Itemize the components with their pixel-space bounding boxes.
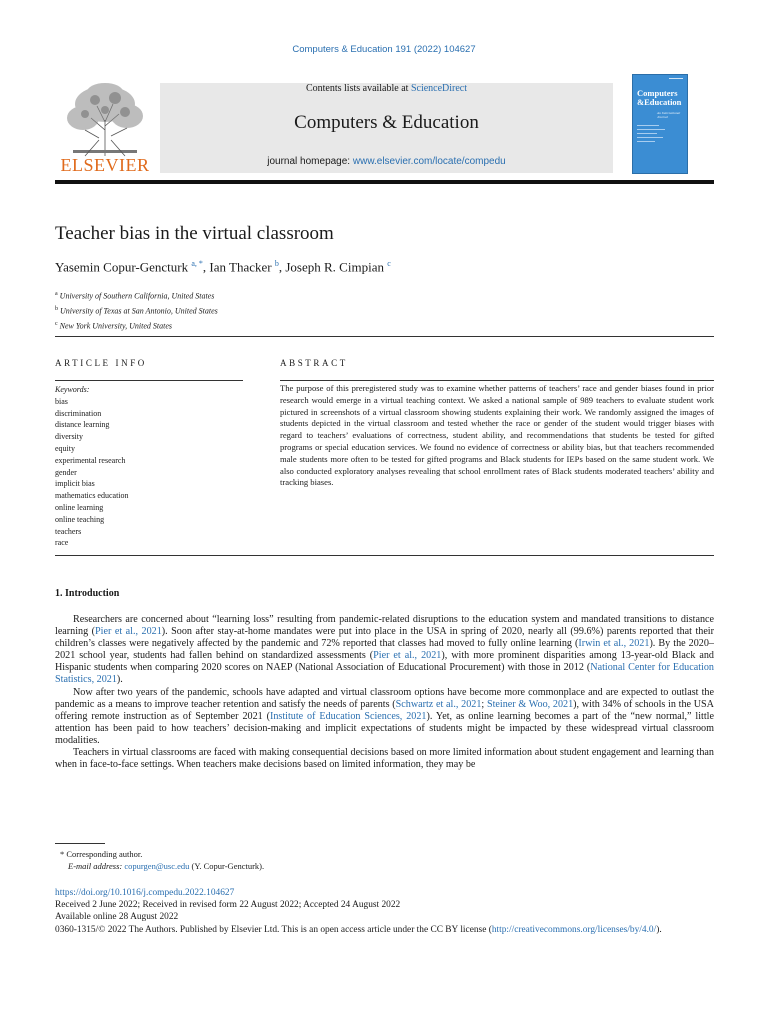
homepage-prefix: journal homepage: [267, 156, 353, 167]
email-link[interactable]: copurgen@usc.edu [124, 861, 190, 871]
cover-subtitle: An International Journal [657, 111, 681, 119]
cover-text-line [637, 129, 665, 130]
cover-text-line [637, 141, 655, 142]
citation-link[interactable]: National Center for Education Statistics, 2021 [55, 662, 714, 686]
journal-cover-thumbnail[interactable] [632, 74, 688, 174]
article-info-heading: ARTICLE INFO [55, 358, 147, 368]
author-affiliation-marker[interactable]: b [274, 259, 279, 268]
affiliation-marker: c [55, 321, 58, 328]
affiliation [55, 303, 218, 318]
cover-title-line-2 [637, 98, 681, 107]
author-list [55, 259, 391, 275]
keywords-list [55, 396, 129, 549]
affiliation-text: New York University, United States [57, 321, 173, 331]
cover-text-line [637, 137, 663, 138]
cover-text-line [637, 125, 659, 126]
keyword: discrimination [55, 408, 102, 418]
corresponding-author-note [60, 848, 264, 860]
footnote-marker: * [60, 849, 65, 859]
keyword: online teaching [55, 514, 105, 524]
paragraph [55, 687, 714, 747]
footnotes [60, 848, 264, 872]
paragraph-text: ). By the 2020–2021 school year, students had fallen behind on standardized assessments ( [55, 638, 714, 662]
homepage-link[interactable]: www.elsevier.com/locate/compedu [352, 156, 506, 167]
doi-link[interactable]: https://doi.org/10.1016/j.compedu.2022.104627 [55, 888, 235, 898]
keyword: equity [55, 443, 75, 453]
article-title: Teacher bias in the virtual classroom [55, 223, 334, 244]
citation-link[interactable]: Irwin et al., 2021 [578, 638, 650, 650]
paragraph-text: ). Yet, as online learning becomes a part of the “new normal,” little attention has been paid to how teachers’ decision-making and implicit expectations of students might be impacted by these widespread virtual classroom modalities. [55, 710, 714, 746]
cover-ampersand: & [637, 97, 645, 107]
keywords-label: Keywords: [55, 385, 90, 394]
citation-link[interactable]: Pier et al., 2021 [373, 650, 442, 662]
affiliation-list [55, 288, 218, 333]
article-info-rule [55, 380, 243, 381]
email-label: E-mail address: [68, 861, 123, 871]
cover-title-line-1: Computers [637, 88, 678, 98]
homepage-line [160, 156, 613, 167]
license-link[interactable]: http://creativecommons.org/licenses/by/4.0/ [491, 924, 657, 935]
keyword: mathematics education [55, 491, 129, 501]
paragraph-text: ), with more prominent disparities among 13-year-old Black and Hispanic students when comparing 2020 scores on NAEP (National Association of Educational Procurement) with those in 2012 ( [55, 650, 714, 674]
author-name[interactable]: Yasemin Copur-Gencturk [55, 259, 189, 275]
author-separator: , [278, 259, 286, 275]
header-divider [55, 180, 714, 184]
keyword: distance learning [55, 420, 110, 430]
affiliation-marker: a [55, 291, 58, 297]
affiliation-marker: b [55, 306, 58, 313]
paragraph [55, 614, 714, 687]
citation-link[interactable]: Institute of Education Sciences, 2021 [269, 710, 427, 722]
affiliation [55, 288, 218, 303]
paragraph-text: ; [481, 698, 487, 710]
keyword: gender [55, 467, 77, 477]
author-affiliation-marker[interactable]: a, * [191, 259, 203, 268]
available-online: Available online 28 August 2022 [55, 912, 179, 923]
abstract-rule [280, 380, 714, 381]
paragraph-text: Now after two years of the pandemic, schools have adapted and virtual classroom options have become more commonplace and are expected to outlast the pandemic as a means to improve teacher retention and satisfy the needs of parents ( [55, 686, 714, 710]
affiliation-text: University of Southern California, United States [57, 291, 215, 301]
affiliation-text: University of Texas at San Antonio, United States [58, 306, 218, 316]
section-divider [55, 555, 714, 556]
paragraph-text: ). [116, 674, 123, 686]
abstract-heading: ABSTRACT [280, 358, 348, 368]
corresponding-author-text: Corresponding author. [66, 849, 143, 859]
paragraph-text: Researchers are concerned about “learning loss” resulting from pandemic-related disruptions to the education system and mandated transitions to distance learning ( [55, 614, 714, 638]
email-note [60, 860, 264, 872]
license-statement [55, 924, 714, 936]
citation-link[interactable]: Pier et al., 2021 [95, 626, 162, 638]
author-affiliation-marker[interactable]: c [387, 259, 391, 268]
keyword: online learning [55, 502, 104, 512]
paragraph-text: ). Soon after stay-at-home mandates were put into place in the USA in spring of 2020, nearly all (99.6%) parents reported that their children’s classes were negatively affected by the pandemic and 72% reported that classes had moved to fully online learning ( [55, 626, 714, 650]
cover-issue-line [669, 78, 683, 79]
citation-link[interactable]: Steiner & Woo, 2021 [486, 698, 574, 710]
contents-prefix: Contents lists available at [305, 83, 411, 94]
citation-link[interactable]: Schwartz et al., 2021 [395, 698, 482, 710]
keyword: experimental research [55, 455, 126, 465]
cover-title-education: Education [644, 97, 682, 107]
section-divider [55, 336, 714, 337]
journal-reference[interactable]: Computers & Education 191 (2022) 104627 [292, 44, 476, 55]
keyword: diversity [55, 432, 83, 442]
article-metadata [55, 887, 714, 936]
keywords-block [55, 384, 129, 549]
sciencedirect-link[interactable]: ScienceDirect [410, 83, 468, 94]
introduction-body [55, 614, 714, 771]
contents-line [160, 83, 613, 94]
affiliation [55, 318, 218, 333]
keyword: implicit bias [55, 479, 95, 489]
elsevier-wordmark[interactable]: ELSEVIER [60, 155, 150, 175]
author-name[interactable]: Ian Thacker [209, 259, 272, 275]
license-prefix: 0360-1315/© 2022 The Authors. Published by Elsevier Ltd. This is an open access article under the CC BY license ( [55, 924, 492, 935]
keyword: bias [55, 396, 68, 406]
received-dates: Received 2 June 2022; Received in revised form 22 August 2022; Accepted 24 August 2022 [55, 900, 401, 911]
footnote-rule [55, 843, 105, 844]
paragraph: Teachers in virtual classrooms are faced with making consequential decisions based on more limited information about student engagement and learning than when in face-to-face settings. When teachers make decisions based on limited information, they may be [55, 747, 714, 771]
keyword: race [55, 538, 69, 548]
introduction-heading: 1. Introduction [55, 588, 120, 599]
journal-title: Computers & Education [294, 112, 479, 133]
author-name[interactable]: Joseph R. Cimpian [285, 259, 384, 275]
abstract-text: The purpose of this preregistered study was to examine whether patterns of teachers’ race and gender biases found in prior research would emerge in a virtual teaching context. We asked a national sample of 989 teachers to evaluate student work pictured in screenshots of a virtual classroom showing students explaining their work. We randomly assigned the images of students depicted in the virtual classroom and tested whether the race or gender of the student would trigger biases with regard to teachers’ evaluations of correctness, student ability, and recommendations that students be tested for gifted programs or special education services. We found no evidence of correctness or ability bias, but that teachers recommended male students more often to be tested for gifted programs and Black students for IEPs based on the same student work. We also conducted exploratory analyses revealing that school enrollment rates of Black students moderated teachers’ ability and tracking biases. [280, 383, 714, 488]
journal-banner [160, 83, 613, 173]
license-suffix: ). [656, 924, 662, 935]
cover-text-line [637, 133, 657, 134]
email-suffix: (Y. Copur-Gencturk). [189, 861, 265, 871]
cover-title [637, 89, 681, 107]
author-separator: , [202, 259, 210, 275]
keyword: teachers [55, 526, 82, 536]
paragraph-text: ), with 34% of schools in the USA offering remote instruction as of September 2021 ( [55, 698, 714, 722]
